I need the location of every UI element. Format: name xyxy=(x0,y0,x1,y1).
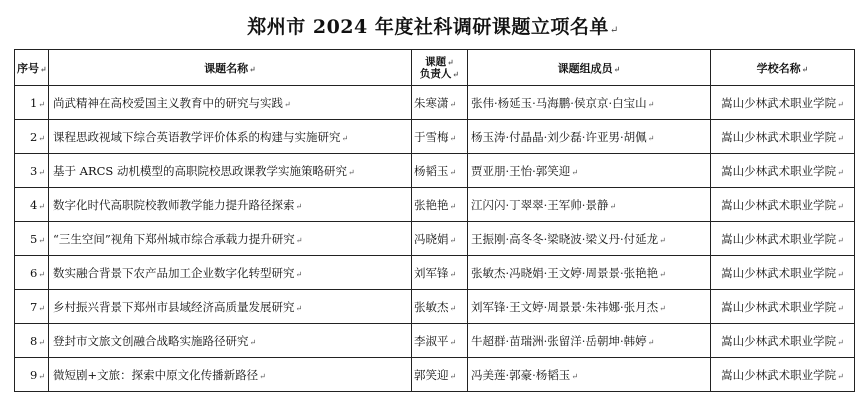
cell-members: 张伟·杨延玉·马海鹏·侯京京·白宝山↵ xyxy=(468,86,711,120)
cell-seq: 8↵ xyxy=(15,324,49,358)
table-row xyxy=(15,120,855,154)
table-row xyxy=(15,324,855,358)
cell-leader: 刘军锋↵ xyxy=(412,256,468,290)
cell-topic: “三生空间”视角下郑州城市综合承载力提升研究↵ xyxy=(49,222,412,256)
cell-school: 嵩山少林武术职业学院↵ xyxy=(711,222,855,256)
header-members: 课题组成员↵ xyxy=(468,50,711,86)
cell-topic: 尚武精神在高校爱国主义教育中的研究与实践↵ xyxy=(49,86,412,120)
cell-leader: 郭笑迎↵ xyxy=(412,358,468,392)
cell-topic: 课程思政视域下综合英语教学评价体系的构建与实施研究↵ xyxy=(49,120,412,154)
project-table xyxy=(14,49,855,392)
cell-seq: 6↵ xyxy=(15,256,49,290)
cell-school: 嵩山少林武术职业学院↵ xyxy=(711,256,855,290)
table-header-row xyxy=(15,50,855,86)
cell-leader: 于雪梅↵ xyxy=(412,120,468,154)
cell-members: 张敏杰·冯晓娟·王文婷·周景景·张艳艳↵ xyxy=(468,256,711,290)
cell-seq: 4↵ xyxy=(15,188,49,222)
cell-leader: 张敏杰↵ xyxy=(412,290,468,324)
cell-leader: 杨韬玉↵ xyxy=(412,154,468,188)
cell-school: 嵩山少林武术职业学院↵ xyxy=(711,188,855,222)
cell-topic: 乡村振兴背景下郑州市县域经济高质量发展研究↵ xyxy=(49,290,412,324)
cell-members: 杨玉涛·付晶晶·刘少磊·许亚男·胡佩↵ xyxy=(468,120,711,154)
header-leader: 课题↵ 负责人↵ xyxy=(412,50,468,86)
cell-school: 嵩山少林武术职业学院↵ xyxy=(711,290,855,324)
cell-topic: 数字化时代高职院校教师教学能力提升路径探索↵ xyxy=(49,188,412,222)
cell-leader: 冯晓娟↵ xyxy=(412,222,468,256)
cell-school: 嵩山少林武术职业学院↵ xyxy=(711,86,855,120)
cell-topic: 数实融合背景下农产品加工企业数字化转型研究↵ xyxy=(49,256,412,290)
cell-topic: 基于 ARCS 动机模型的高职院校思政课教学实施策略研究↵ xyxy=(49,154,412,188)
cell-school: 嵩山少林武术职业学院↵ xyxy=(711,120,855,154)
cell-seq: 5↵ xyxy=(15,222,49,256)
page-title xyxy=(0,12,866,39)
cell-members: 江闪闪·丁翠翠·王军帅·景静↵ xyxy=(468,188,711,222)
cell-members: 贾亚朋·王怡·郭笑迎↵ xyxy=(468,154,711,188)
cell-school: 嵩山少林武术职业学院↵ xyxy=(711,154,855,188)
cell-school: 嵩山少林武术职业学院↵ xyxy=(711,358,855,392)
table-row xyxy=(15,86,855,120)
table-row xyxy=(15,358,855,392)
table-row xyxy=(15,256,855,290)
header-topic: 课题名称↵ xyxy=(49,50,412,86)
cell-leader: 李淑平↵ xyxy=(412,324,468,358)
cell-leader: 朱寒潇↵ xyxy=(412,86,468,120)
table-row xyxy=(15,290,855,324)
cell-members: 牛超群·苗瑞洲·张留洋·岳朝坤·韩婷↵ xyxy=(468,324,711,358)
header-school: 学校名称↵ xyxy=(711,50,855,86)
cell-seq: 2↵ xyxy=(15,120,49,154)
cell-leader: 张艳艳↵ xyxy=(412,188,468,222)
page-title-text: 郑州市 2024 年度社科调研课题立项名单 xyxy=(247,16,609,38)
cell-topic: 登封市文旅文创融合战略实施路径研究↵ xyxy=(49,324,412,358)
cell-seq: 3↵ xyxy=(15,154,49,188)
table-row xyxy=(15,222,855,256)
cell-members: 冯美莲·郭豪·杨韬玉↵ xyxy=(468,358,711,392)
cell-school: 嵩山少林武术职业学院↵ xyxy=(711,324,855,358)
cell-topic: 微短剧+文旅：探索中原文化传播新路径↵ xyxy=(49,358,412,392)
cell-members: 刘军锋·王文婷·周景景·朱祎娜·张月杰↵ xyxy=(468,290,711,324)
cell-seq: 1↵ xyxy=(15,86,49,120)
table-row xyxy=(15,154,855,188)
table-row xyxy=(15,188,855,222)
cell-members: 王振刚·高冬冬·梁晓波·梁义丹·付延龙↵ xyxy=(468,222,711,256)
header-seq: 序号↵ xyxy=(15,50,49,86)
cell-seq: 7↵ xyxy=(15,290,49,324)
cell-seq: 9↵ xyxy=(15,358,49,392)
paragraph-mark-icon: ↵ xyxy=(609,25,619,36)
